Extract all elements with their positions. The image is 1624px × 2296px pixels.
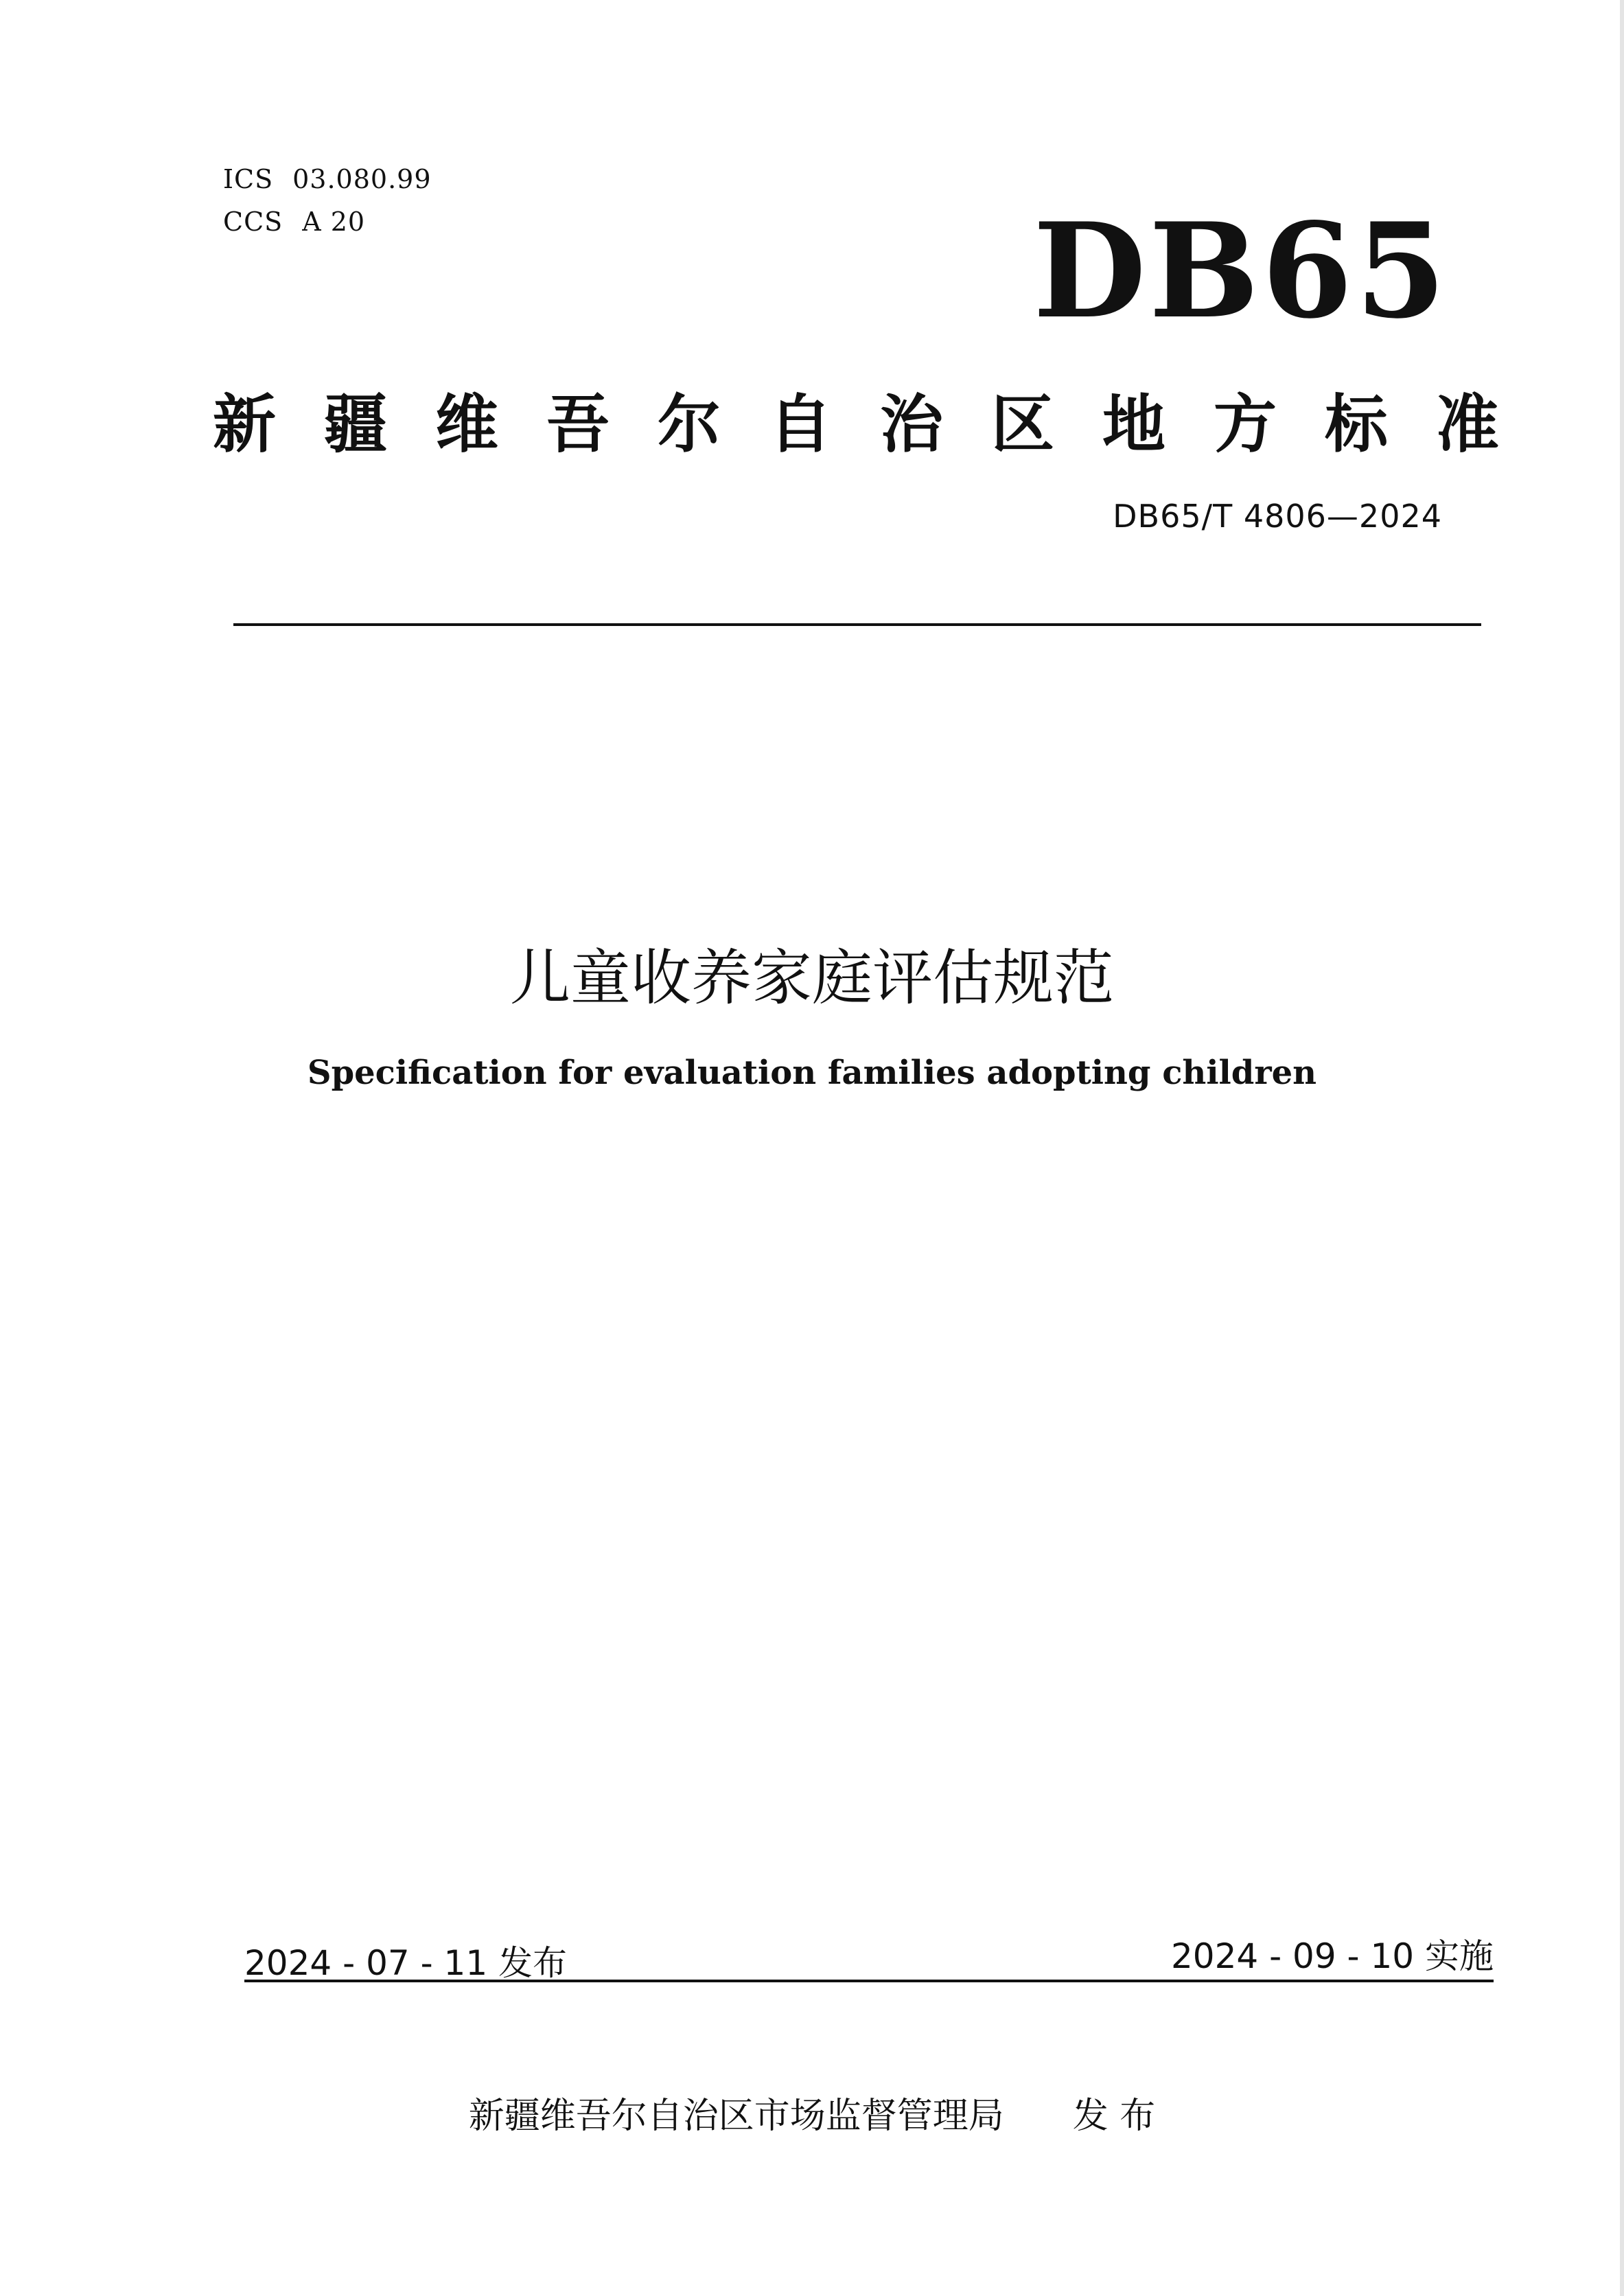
publish-date: 2024 - 07 - 11 发布 [244,1943,568,1983]
document-title-cn: 儿童收养家庭评估规范 [509,942,1114,1013]
ccs-row [223,200,451,243]
region-standard-title: 新疆维吾尔自治区地方标准 [213,388,1548,461]
date-divider [244,1980,1494,1982]
ccs-label: CCS [223,207,283,237]
document-title-en: Specification for evaluation families adopting children [307,1054,1317,1092]
ics-value: 03.080.99 [292,164,432,194]
scan-edge [1620,0,1624,2296]
standard-number: DB65/T 4806—2024 [1113,498,1442,535]
classification-codes [223,158,451,243]
header-divider [233,623,1481,626]
effective-date: 2024 - 09 - 10 实施 [1170,1936,1494,1976]
ics-label: ICS [223,164,274,194]
issuer-name: 新疆维吾尔自治区市场监督管理局 [468,2096,1004,2137]
ics-row [223,158,451,200]
ccs-value: A 20 [302,207,366,237]
issuer-line [0,2087,1624,2138]
issuer-action: 发 布 [1072,2096,1156,2137]
db65-logo: DB65 [1033,194,1449,347]
